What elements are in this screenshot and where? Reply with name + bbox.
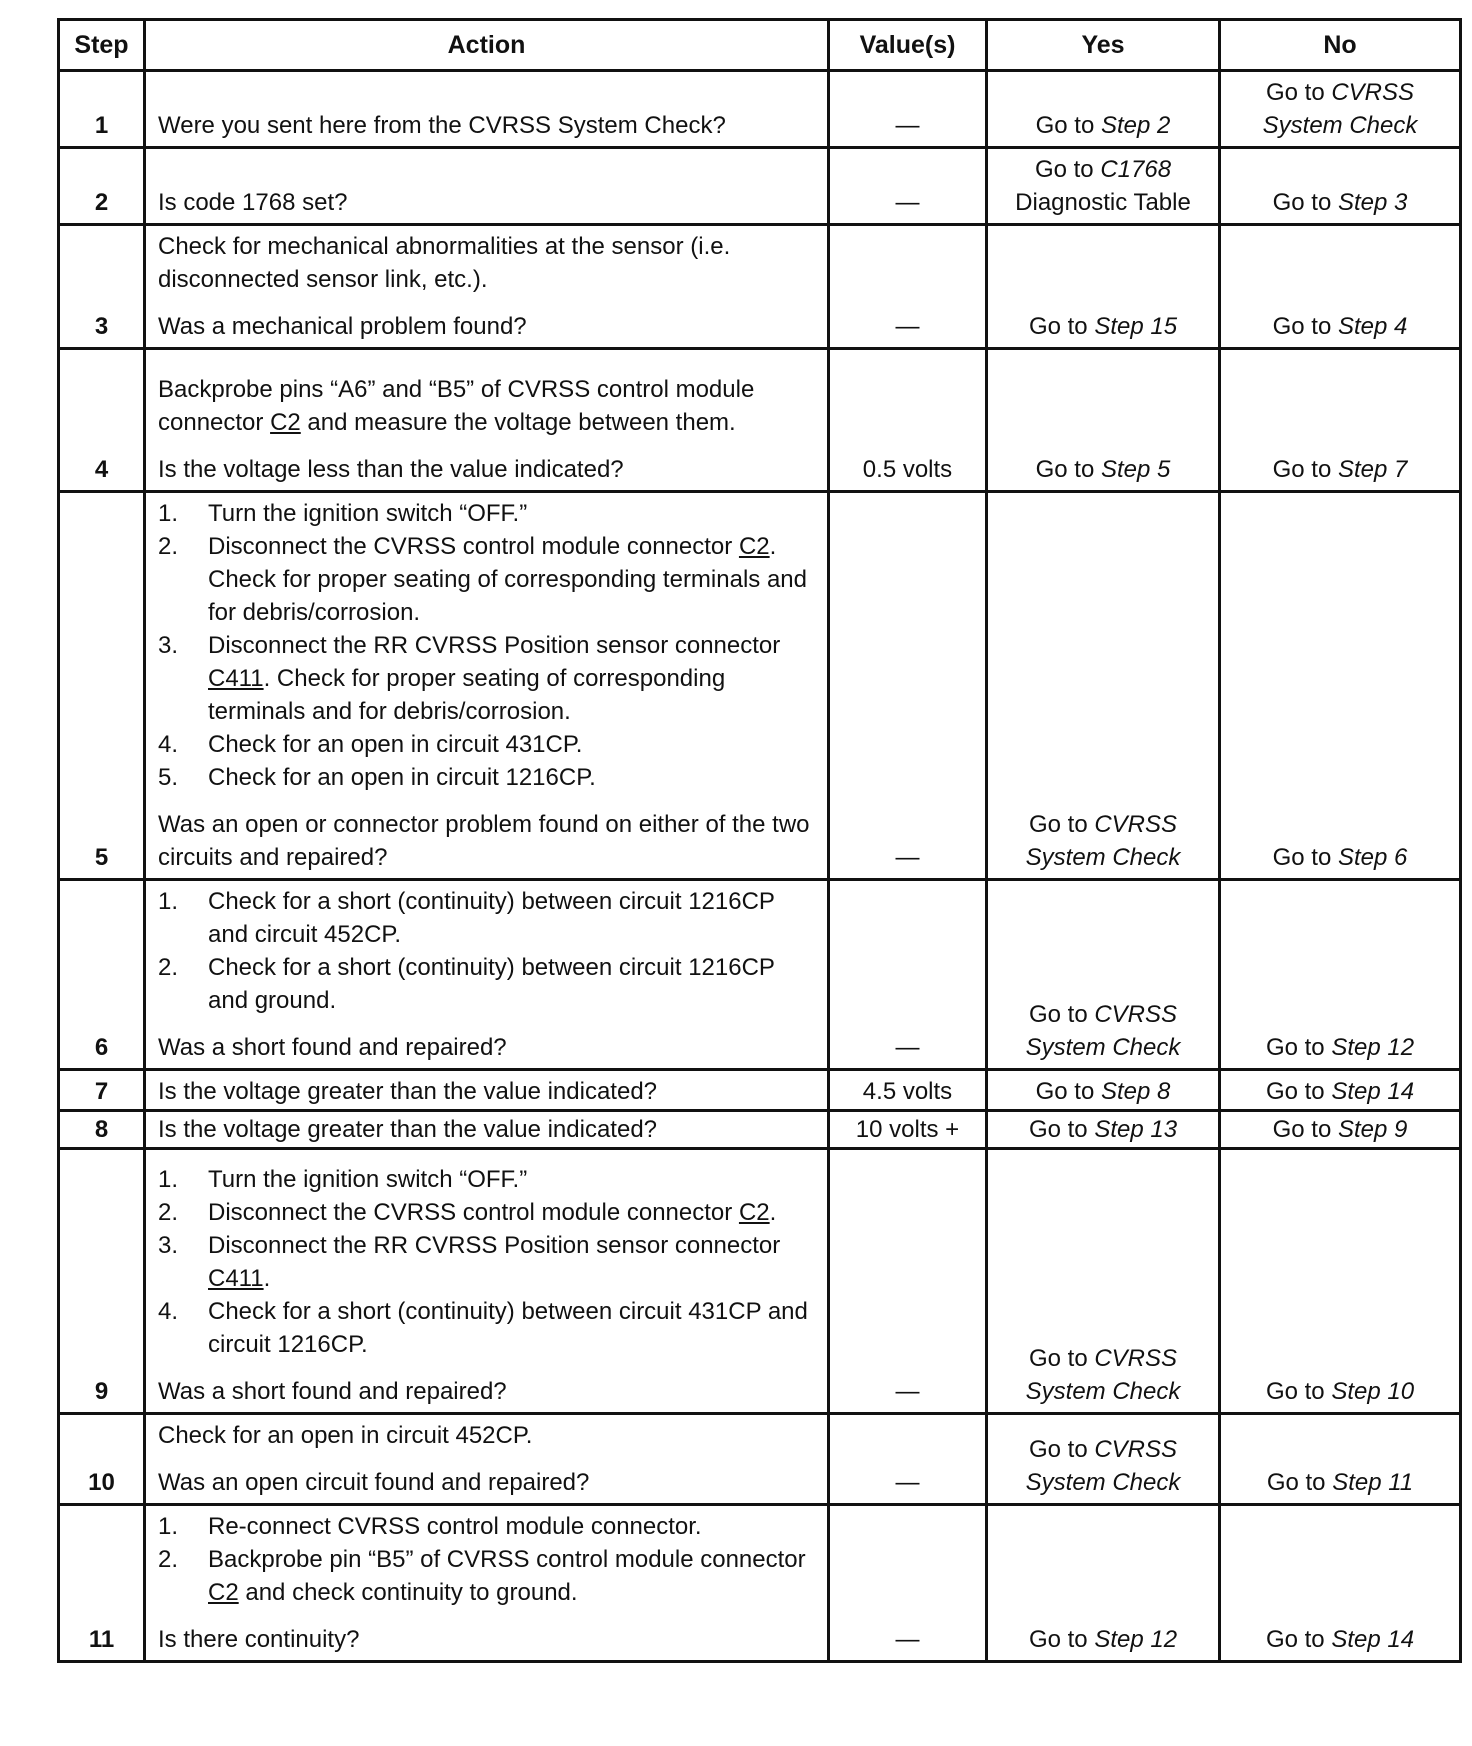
action-steps-list <box>158 1510 815 1609</box>
connector-ref: C2 <box>270 409 301 436</box>
action-question: Was an open circuit found and repaired? <box>158 1469 590 1496</box>
step-number: 7 <box>59 1070 145 1111</box>
table-row <box>59 225 1461 349</box>
goto-target: Step 4 <box>1337 313 1408 340</box>
goto-prefix: Go to <box>1028 1626 1095 1653</box>
value-cell: — <box>829 148 987 225</box>
header-yes: Yes <box>987 20 1220 71</box>
list-item <box>158 1543 815 1609</box>
action-steps-list <box>158 1163 815 1361</box>
text-part: and check continuity to ground. <box>238 1579 578 1606</box>
text-part: . Check for proper seating of corresponding terminals and for debris/corrosion. <box>208 533 807 626</box>
table-row <box>59 492 1461 880</box>
yes-cell <box>987 71 1220 148</box>
goto-prefix: Go to <box>1028 1001 1095 1028</box>
no-cell <box>1220 1149 1461 1414</box>
list-item-text <box>208 761 815 794</box>
yes-cell <box>987 349 1220 492</box>
step-number: 2 <box>59 148 145 225</box>
list-item <box>158 885 815 951</box>
list-item <box>158 629 815 728</box>
action-steps-list <box>158 497 815 794</box>
goto-prefix: Go to <box>1034 156 1101 183</box>
no-cell <box>1220 1111 1461 1149</box>
list-item <box>158 1510 815 1543</box>
value-cell: — <box>829 1414 987 1505</box>
goto-target: Step 10 <box>1331 1378 1415 1405</box>
yes-cell <box>987 880 1220 1070</box>
no-cell <box>1220 349 1461 492</box>
action-question: Was an open or connector problem found on either of the two circuits and repaired? <box>158 811 810 871</box>
action-question: Is code 1768 set? <box>158 189 348 216</box>
action-cell <box>145 1505 829 1662</box>
list-item-number: 1. <box>158 888 179 915</box>
goto-target: CVRSS System Check <box>1025 811 1181 871</box>
goto-target: CVRSS System Check <box>1025 1001 1181 1061</box>
list-item <box>158 497 815 530</box>
goto-prefix: Go to <box>1265 1378 1332 1405</box>
list-item-text <box>208 497 815 530</box>
header-action: Action <box>145 20 829 71</box>
goto-prefix: Go to <box>1272 189 1338 216</box>
value-cell: 4.5 volts <box>829 1070 987 1111</box>
text-part: Disconnect the CVRSS control module connector <box>208 533 739 560</box>
goto-target: Step 13 <box>1094 1116 1178 1143</box>
goto-prefix: Go to <box>1272 844 1338 871</box>
list-item <box>158 1163 815 1196</box>
goto-target: Step 12 <box>1331 1034 1415 1061</box>
text-part: Re-connect CVRSS control module connector. <box>208 1513 702 1540</box>
table-row <box>59 71 1461 148</box>
action-intro <box>158 373 815 439</box>
action-cell <box>145 71 829 148</box>
step-number: 3 <box>59 225 145 349</box>
goto-target: Step 11 <box>1332 1469 1414 1496</box>
table-row <box>59 349 1461 492</box>
connector-ref: C411 <box>208 1265 264 1292</box>
goto-prefix: Go to <box>1028 1436 1095 1463</box>
step-number: 9 <box>59 1149 145 1414</box>
header-row <box>59 20 1461 71</box>
value-cell: — <box>829 1149 987 1414</box>
table-row <box>59 1070 1461 1111</box>
goto-prefix: Go to <box>1265 1034 1332 1061</box>
yes-cell <box>987 225 1220 349</box>
list-item <box>158 530 815 629</box>
goto-target: Step 2 <box>1100 112 1171 139</box>
goto-prefix: Go to <box>1028 313 1095 340</box>
list-item-text <box>208 728 815 761</box>
list-item-number: 2. <box>158 533 179 560</box>
list-item-text <box>208 1196 815 1229</box>
no-cell <box>1220 492 1461 880</box>
list-item <box>158 1295 815 1361</box>
header-no: No <box>1220 20 1461 71</box>
table-row <box>59 148 1461 225</box>
step-number: 4 <box>59 349 145 492</box>
list-item-text <box>208 1543 815 1609</box>
table-row <box>59 1149 1461 1414</box>
list-item-number: 3. <box>158 1232 179 1259</box>
list-item-text <box>208 530 815 629</box>
goto-target: CVRSS System Check <box>1025 1345 1181 1405</box>
goto-prefix: Go to <box>1272 1116 1338 1143</box>
yes-cell <box>987 1149 1220 1414</box>
text-part: Backprobe pins “A6” and “B5” of CVRSS control module connector <box>158 376 755 436</box>
list-item-number: 5. <box>158 764 179 791</box>
list-item-text <box>208 885 815 951</box>
goto-target: Step 8 <box>1100 1078 1171 1105</box>
list-item-number: 1. <box>158 500 179 527</box>
text-part: . <box>769 1199 777 1226</box>
value-cell: 0.5 volts <box>829 349 987 492</box>
action-question: Is there continuity? <box>158 1626 360 1653</box>
action-cell <box>145 225 829 349</box>
value-cell: — <box>829 492 987 880</box>
step-number: 1 <box>59 71 145 148</box>
action-cell <box>145 349 829 492</box>
goto-target: Step 12 <box>1094 1626 1178 1653</box>
value-cell: — <box>829 71 987 148</box>
goto-target: Step 5 <box>1100 456 1171 483</box>
goto-prefix: Go to <box>1265 1078 1332 1105</box>
action-question: Was a short found and repaired? <box>158 1378 507 1405</box>
value-cell: — <box>829 1505 987 1662</box>
goto-target: C1768 <box>1100 156 1172 183</box>
list-item-number: 1. <box>158 1166 179 1193</box>
text-part: Backprobe pin “B5” of CVRSS control module connector <box>208 1546 806 1573</box>
yes-cell <box>987 1111 1220 1149</box>
table-row <box>59 1505 1461 1662</box>
connector-ref: C2 <box>738 533 770 560</box>
connector-ref: C2 <box>208 1579 239 1606</box>
table-body <box>59 71 1461 1662</box>
list-item-number: 2. <box>158 1199 179 1226</box>
list-item <box>158 1196 815 1229</box>
goto-target: Step 15 <box>1094 313 1178 340</box>
step-number: 11 <box>59 1505 145 1662</box>
text-part: Check for a short (continuity) between circuit 431CP and circuit 1216CP. <box>208 1298 808 1358</box>
text-part: Turn the ignition switch “OFF.” <box>208 500 528 527</box>
goto-prefix: Go to <box>1272 313 1338 340</box>
step-number: 6 <box>59 880 145 1070</box>
goto-target: Step 7 <box>1337 456 1408 483</box>
list-item <box>158 951 815 1017</box>
step-number: 10 <box>59 1414 145 1505</box>
text-part: Disconnect the RR CVRSS Position sensor connector <box>208 632 781 659</box>
goto-prefix: Go to <box>1028 811 1095 838</box>
no-cell <box>1220 880 1461 1070</box>
table-row <box>59 880 1461 1070</box>
text-part: Check for an open in circuit 431CP. <box>208 731 583 758</box>
text-part: Check for a short (continuity) between circuit 1216CP and circuit 452CP. <box>208 888 775 948</box>
goto-prefix: Go to <box>1265 1626 1332 1653</box>
action-question: Were you sent here from the CVRSS System Check? <box>158 112 726 139</box>
action-cell <box>145 1111 829 1149</box>
no-cell <box>1220 225 1461 349</box>
action-cell <box>145 492 829 880</box>
action-cell <box>145 880 829 1070</box>
no-cell <box>1220 1505 1461 1662</box>
header-values: Value(s) <box>829 20 987 71</box>
text-part: . <box>263 1265 271 1292</box>
value-cell: 10 volts + <box>829 1111 987 1149</box>
list-item-text <box>208 1295 815 1361</box>
goto-suffix: Diagnostic Table <box>1015 189 1191 216</box>
no-cell <box>1220 148 1461 225</box>
yes-cell <box>987 1414 1220 1505</box>
yes-cell <box>987 1070 1220 1111</box>
goto-prefix: Go to <box>1266 1469 1333 1496</box>
text-part: Turn the ignition switch “OFF.” <box>208 1166 528 1193</box>
goto-prefix: Go to <box>1035 112 1101 139</box>
no-cell <box>1220 1414 1461 1505</box>
value-cell: — <box>829 225 987 349</box>
action-cell <box>145 1414 829 1505</box>
text-part: Check for a short (continuity) between circuit 1216CP and ground. <box>208 954 775 1014</box>
goto-prefix: Go to <box>1028 1345 1095 1372</box>
list-item-text <box>208 951 815 1017</box>
action-intro: Check for mechanical abnormalities at the sensor (i.e. disconnected sensor link, etc.). <box>158 233 731 293</box>
step-number: 5 <box>59 492 145 880</box>
goto-target: Step 14 <box>1331 1078 1415 1105</box>
list-item-number: 4. <box>158 1298 179 1325</box>
goto-target: CVRSS System Check <box>1025 1436 1181 1496</box>
connector-ref: C2 <box>738 1199 770 1226</box>
action-steps-list <box>158 885 815 1017</box>
list-item <box>158 1229 815 1295</box>
list-item-text <box>208 629 815 728</box>
header-step: Step <box>59 20 145 71</box>
action-cell <box>145 1070 829 1111</box>
step-number: 8 <box>59 1111 145 1149</box>
list-item-number: 3. <box>158 632 179 659</box>
yes-cell <box>987 492 1220 880</box>
list-item-number: 2. <box>158 1546 179 1573</box>
yes-cell <box>987 1505 1220 1662</box>
no-cell <box>1220 71 1461 148</box>
list-item-number: 4. <box>158 731 179 758</box>
diagnostic-table <box>57 18 1462 1663</box>
text-part: . Check for proper seating of corresponding terminals and for debris/corrosion. <box>208 665 726 725</box>
goto-target: Step 9 <box>1337 1116 1408 1143</box>
goto-prefix: Go to <box>1035 1078 1101 1105</box>
list-item <box>158 728 815 761</box>
text-part: Disconnect the CVRSS control module connector <box>208 1199 739 1226</box>
list-item-text <box>208 1163 815 1196</box>
text-part: Disconnect the RR CVRSS Position sensor connector <box>208 1232 781 1259</box>
action-question: Is the voltage greater than the value indicated? <box>158 1116 658 1143</box>
action-intro: Check for an open in circuit 452CP. <box>158 1422 533 1449</box>
text-part: Check for an open in circuit 1216CP. <box>208 764 596 791</box>
action-question: Is the voltage greater than the value indicated? <box>158 1078 658 1105</box>
list-item-number: 1. <box>158 1513 179 1540</box>
value-cell: — <box>829 880 987 1070</box>
action-question: Is the voltage less than the value indicated? <box>158 456 624 483</box>
goto-prefix: Go to <box>1028 1116 1095 1143</box>
goto-target: Step 6 <box>1337 844 1408 871</box>
table-row <box>59 1414 1461 1505</box>
connector-ref: C411 <box>208 665 264 692</box>
action-cell <box>145 1149 829 1414</box>
goto-target: CVRSS System Check <box>1262 79 1418 139</box>
action-cell <box>145 148 829 225</box>
action-question: Was a short found and repaired? <box>158 1034 507 1061</box>
list-item-number: 2. <box>158 954 179 981</box>
list-item-text <box>208 1229 815 1295</box>
goto-prefix: Go to <box>1272 456 1338 483</box>
goto-target: Step 14 <box>1331 1626 1415 1653</box>
text-part: and measure the voltage between them. <box>300 409 736 436</box>
goto-target: Step 3 <box>1337 189 1408 216</box>
list-item-text <box>208 1510 815 1543</box>
action-question: Was a mechanical problem found? <box>158 313 527 340</box>
no-cell <box>1220 1070 1461 1111</box>
table-row <box>59 1111 1461 1149</box>
list-item <box>158 761 815 794</box>
goto-prefix: Go to <box>1265 79 1332 106</box>
goto-prefix: Go to <box>1035 456 1101 483</box>
yes-cell <box>987 148 1220 225</box>
